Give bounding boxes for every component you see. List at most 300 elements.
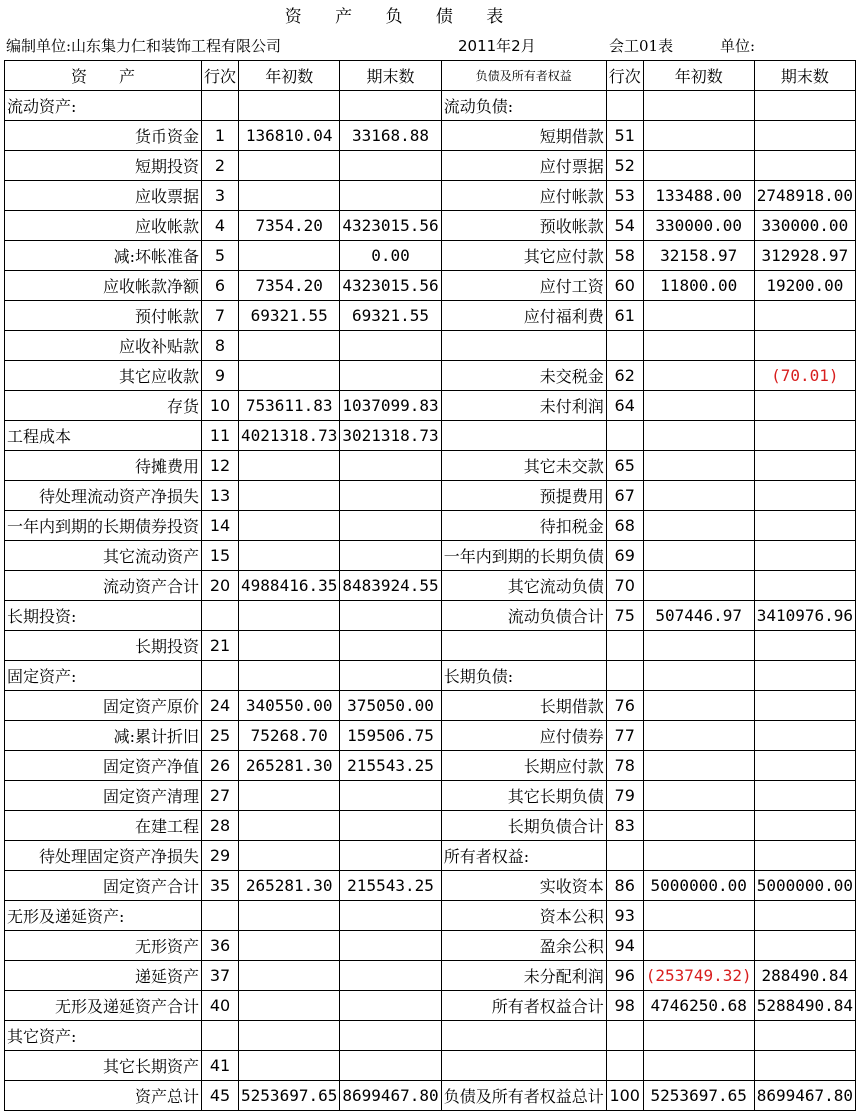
liability-end-cell: 330000.00 bbox=[754, 211, 855, 241]
liability-end-cell bbox=[754, 331, 855, 361]
asset-name-cell: 待处理流动资产净损失 bbox=[5, 481, 202, 511]
liability-end-cell bbox=[754, 931, 855, 961]
liability-begin-cell bbox=[643, 91, 754, 121]
asset-line-no-cell: 24 bbox=[202, 691, 239, 721]
liability-begin-cell bbox=[643, 511, 754, 541]
liability-end-cell bbox=[754, 811, 855, 841]
asset-name-cell: 固定资产: bbox=[5, 661, 202, 691]
asset-line-no-cell: 36 bbox=[202, 931, 239, 961]
table-row bbox=[5, 271, 856, 301]
header-liabilities-equity: 负债及所有者权益 bbox=[441, 61, 606, 91]
asset-end-cell: 33168.88 bbox=[340, 121, 441, 151]
liability-line-no-cell bbox=[606, 841, 643, 871]
liability-begin-cell bbox=[643, 751, 754, 781]
asset-line-no-cell: 20 bbox=[202, 571, 239, 601]
liability-end-cell bbox=[754, 781, 855, 811]
liability-name-cell: 预收帐款 bbox=[441, 211, 606, 241]
liability-name-cell bbox=[441, 421, 606, 451]
asset-line-no-cell: 21 bbox=[202, 631, 239, 661]
asset-begin-cell: 75268.70 bbox=[239, 721, 340, 751]
asset-begin-cell: 265281.30 bbox=[239, 871, 340, 901]
liability-name-cell: 长期负债: bbox=[441, 661, 606, 691]
liability-name-cell: 流动负债合计 bbox=[441, 601, 606, 631]
asset-end-cell bbox=[340, 511, 441, 541]
liability-end-cell bbox=[754, 751, 855, 781]
liability-name-cell: 应付债券 bbox=[441, 721, 606, 751]
liability-name-cell: 负债及所有者权益总计 bbox=[441, 1081, 606, 1111]
header-row bbox=[5, 61, 856, 91]
asset-name-cell: 资产总计 bbox=[5, 1081, 202, 1111]
company-name: 编制单位:山东集力仁和装饰工程有限公司 bbox=[6, 37, 282, 55]
asset-line-no-cell: 26 bbox=[202, 751, 239, 781]
liability-end-cell bbox=[754, 1051, 855, 1081]
asset-begin-cell: 4988416.35 bbox=[239, 571, 340, 601]
header-line-asset: 行次 bbox=[202, 61, 239, 91]
asset-end-cell: 215543.25 bbox=[340, 871, 441, 901]
asset-name-cell: 长期投资 bbox=[5, 631, 202, 661]
liability-begin-cell: 507446.97 bbox=[643, 601, 754, 631]
liability-begin-cell bbox=[643, 481, 754, 511]
liability-end-cell: 5288490.84 bbox=[754, 991, 855, 1021]
liability-name-cell: 应付票据 bbox=[441, 151, 606, 181]
liability-line-no-cell: 60 bbox=[606, 271, 643, 301]
asset-begin-cell bbox=[239, 931, 340, 961]
asset-end-cell bbox=[340, 1051, 441, 1081]
asset-line-no-cell: 6 bbox=[202, 271, 239, 301]
balance-sheet-table bbox=[4, 60, 856, 1111]
asset-begin-cell bbox=[239, 601, 340, 631]
liability-end-cell bbox=[754, 571, 855, 601]
asset-name-cell: 减:累计折旧 bbox=[5, 721, 202, 751]
asset-end-cell bbox=[340, 541, 441, 571]
asset-begin-cell: 340550.00 bbox=[239, 691, 340, 721]
report-title: 资 产 负 债 表 bbox=[284, 7, 518, 27]
asset-line-no-cell: 11 bbox=[202, 421, 239, 451]
asset-begin-cell bbox=[239, 361, 340, 391]
asset-end-cell bbox=[340, 601, 441, 631]
liability-line-no-cell: 67 bbox=[606, 481, 643, 511]
liability-begin-cell: 5000000.00 bbox=[643, 871, 754, 901]
liability-line-no-cell: 100 bbox=[606, 1081, 643, 1111]
asset-begin-cell: 7354.20 bbox=[239, 271, 340, 301]
asset-line-no-cell: 28 bbox=[202, 811, 239, 841]
liability-line-no-cell: 96 bbox=[606, 961, 643, 991]
header-asset: 资 产 bbox=[5, 61, 202, 91]
asset-line-no-cell: 14 bbox=[202, 511, 239, 541]
asset-begin-cell bbox=[239, 841, 340, 871]
asset-begin-cell bbox=[239, 781, 340, 811]
asset-begin-cell: 136810.04 bbox=[239, 121, 340, 151]
asset-begin-cell bbox=[239, 511, 340, 541]
liability-end-cell bbox=[754, 391, 855, 421]
asset-end-cell: 1037099.83 bbox=[340, 391, 441, 421]
liability-end-cell: 2748918.00 bbox=[754, 181, 855, 211]
asset-line-no-cell: 10 bbox=[202, 391, 239, 421]
asset-line-no-cell: 3 bbox=[202, 181, 239, 211]
asset-name-cell: 工程成本 bbox=[5, 421, 202, 451]
asset-name-cell: 无形及递延资产: bbox=[5, 901, 202, 931]
asset-line-no-cell: 5 bbox=[202, 241, 239, 271]
liability-begin-cell bbox=[643, 691, 754, 721]
asset-name-cell: 一年内到期的长期债券投资 bbox=[5, 511, 202, 541]
table-row bbox=[5, 331, 856, 361]
asset-name-cell: 其它应收款 bbox=[5, 361, 202, 391]
liability-end-cell: 288490.84 bbox=[754, 961, 855, 991]
liability-begin-cell bbox=[643, 811, 754, 841]
asset-line-no-cell: 7 bbox=[202, 301, 239, 331]
asset-name-cell: 其它流动资产 bbox=[5, 541, 202, 571]
liability-line-no-cell: 79 bbox=[606, 781, 643, 811]
asset-line-no-cell: 41 bbox=[202, 1051, 239, 1081]
liability-begin-cell bbox=[643, 571, 754, 601]
table-row bbox=[5, 1021, 856, 1051]
asset-line-no-cell: 2 bbox=[202, 151, 239, 181]
liability-end-cell bbox=[754, 901, 855, 931]
asset-end-cell bbox=[340, 361, 441, 391]
liability-begin-cell: 5253697.65 bbox=[643, 1081, 754, 1111]
liability-begin-cell bbox=[643, 421, 754, 451]
table-row bbox=[5, 961, 856, 991]
liability-name-cell: 预提费用 bbox=[441, 481, 606, 511]
liability-name-cell: 长期负债合计 bbox=[441, 811, 606, 841]
table-row bbox=[5, 241, 856, 271]
asset-name-cell: 预付帐款 bbox=[5, 301, 202, 331]
asset-begin-cell bbox=[239, 631, 340, 661]
table-row bbox=[5, 1081, 856, 1111]
table-row bbox=[5, 211, 856, 241]
asset-end-cell: 8483924.55 bbox=[340, 571, 441, 601]
asset-name-cell: 其它长期资产 bbox=[5, 1051, 202, 1081]
header-end-asset: 期末数 bbox=[340, 61, 441, 91]
asset-line-no-cell: 40 bbox=[202, 991, 239, 1021]
asset-end-cell bbox=[340, 631, 441, 661]
asset-end-cell: 159506.75 bbox=[340, 721, 441, 751]
liability-name-cell: 未付利润 bbox=[441, 391, 606, 421]
asset-end-cell bbox=[340, 811, 441, 841]
asset-begin-cell bbox=[239, 991, 340, 1021]
liability-name-cell: 其它流动负债 bbox=[441, 571, 606, 601]
liability-end-cell: 8699467.80 bbox=[754, 1081, 855, 1111]
liability-line-no-cell: 68 bbox=[606, 511, 643, 541]
header-begin-asset: 年初数 bbox=[239, 61, 340, 91]
liability-name-cell: 未分配利润 bbox=[441, 961, 606, 991]
liability-line-no-cell: 53 bbox=[606, 181, 643, 211]
liability-begin-cell bbox=[643, 931, 754, 961]
asset-begin-cell bbox=[239, 451, 340, 481]
asset-name-cell: 流动资产: bbox=[5, 91, 202, 121]
liability-begin-cell bbox=[643, 1021, 754, 1051]
liability-name-cell bbox=[441, 1051, 606, 1081]
liability-line-no-cell: 54 bbox=[606, 211, 643, 241]
liability-line-no-cell: 77 bbox=[606, 721, 643, 751]
asset-end-cell bbox=[340, 781, 441, 811]
asset-end-cell bbox=[340, 151, 441, 181]
asset-end-cell bbox=[340, 991, 441, 1021]
liability-end-cell bbox=[754, 91, 855, 121]
liability-name-cell: 长期应付款 bbox=[441, 751, 606, 781]
liability-name-cell: 所有者权益: bbox=[441, 841, 606, 871]
liability-begin-cell bbox=[643, 451, 754, 481]
table-row bbox=[5, 421, 856, 451]
table-row bbox=[5, 481, 856, 511]
liability-line-no-cell: 76 bbox=[606, 691, 643, 721]
liability-begin-cell bbox=[643, 841, 754, 871]
liability-end-cell bbox=[754, 511, 855, 541]
table-row bbox=[5, 301, 856, 331]
liability-line-no-cell: 75 bbox=[606, 601, 643, 631]
asset-end-cell bbox=[340, 1021, 441, 1051]
liability-name-cell: 应付工资 bbox=[441, 271, 606, 301]
table-row bbox=[5, 871, 856, 901]
asset-begin-cell bbox=[239, 661, 340, 691]
asset-line-no-cell: 29 bbox=[202, 841, 239, 871]
table-row bbox=[5, 751, 856, 781]
asset-line-no-cell bbox=[202, 901, 239, 931]
liability-begin-cell: (253749.32) bbox=[643, 961, 754, 991]
table-row bbox=[5, 631, 856, 661]
report-period: 2011年2月 bbox=[458, 37, 536, 55]
asset-name-cell: 长期投资: bbox=[5, 601, 202, 631]
table-row bbox=[5, 991, 856, 1021]
table-row bbox=[5, 1051, 856, 1081]
liability-begin-cell bbox=[643, 781, 754, 811]
asset-end-cell bbox=[340, 841, 441, 871]
liability-begin-cell bbox=[643, 361, 754, 391]
liability-end-cell bbox=[754, 481, 855, 511]
liability-line-no-cell bbox=[606, 91, 643, 121]
asset-begin-cell bbox=[239, 961, 340, 991]
liability-line-no-cell bbox=[606, 421, 643, 451]
currency-unit: 单位: bbox=[720, 37, 756, 55]
asset-line-no-cell: 45 bbox=[202, 1081, 239, 1111]
liability-name-cell: 资本公积 bbox=[441, 901, 606, 931]
asset-name-cell: 流动资产合计 bbox=[5, 571, 202, 601]
asset-line-no-cell: 12 bbox=[202, 451, 239, 481]
asset-begin-cell bbox=[239, 241, 340, 271]
table-row bbox=[5, 811, 856, 841]
asset-line-no-cell: 9 bbox=[202, 361, 239, 391]
liability-name-cell: 盈余公积 bbox=[441, 931, 606, 961]
asset-line-no-cell: 4 bbox=[202, 211, 239, 241]
liability-line-no-cell bbox=[606, 1021, 643, 1051]
liability-begin-cell bbox=[643, 721, 754, 751]
liability-end-cell bbox=[754, 121, 855, 151]
asset-begin-cell: 753611.83 bbox=[239, 391, 340, 421]
asset-name-cell: 应收帐款 bbox=[5, 211, 202, 241]
asset-line-no-cell: 27 bbox=[202, 781, 239, 811]
asset-end-cell: 3021318.73 bbox=[340, 421, 441, 451]
table-row bbox=[5, 601, 856, 631]
asset-begin-cell bbox=[239, 811, 340, 841]
liability-begin-cell bbox=[643, 301, 754, 331]
liability-begin-cell bbox=[643, 541, 754, 571]
liability-line-no-cell: 86 bbox=[606, 871, 643, 901]
table-row bbox=[5, 151, 856, 181]
liability-begin-cell bbox=[643, 1051, 754, 1081]
asset-begin-cell bbox=[239, 1051, 340, 1081]
liability-line-no-cell: 83 bbox=[606, 811, 643, 841]
liability-end-cell: 312928.97 bbox=[754, 241, 855, 271]
asset-begin-cell: 265281.30 bbox=[239, 751, 340, 781]
liability-end-cell: (70.01) bbox=[754, 361, 855, 391]
liability-begin-cell: 133488.00 bbox=[643, 181, 754, 211]
asset-line-no-cell bbox=[202, 661, 239, 691]
liability-line-no-cell bbox=[606, 331, 643, 361]
liability-end-cell: 19200.00 bbox=[754, 271, 855, 301]
liability-name-cell: 一年内到期的长期负债 bbox=[441, 541, 606, 571]
asset-begin-cell bbox=[239, 151, 340, 181]
liability-end-cell bbox=[754, 541, 855, 571]
asset-name-cell: 短期投资 bbox=[5, 151, 202, 181]
asset-name-cell: 固定资产清理 bbox=[5, 781, 202, 811]
asset-name-cell: 固定资产原价 bbox=[5, 691, 202, 721]
asset-line-no-cell bbox=[202, 601, 239, 631]
asset-name-cell: 应收补贴款 bbox=[5, 331, 202, 361]
asset-end-cell bbox=[340, 901, 441, 931]
liability-line-no-cell: 52 bbox=[606, 151, 643, 181]
table-row bbox=[5, 121, 856, 151]
liability-name-cell: 其它应付款 bbox=[441, 241, 606, 271]
liability-begin-cell: 11800.00 bbox=[643, 271, 754, 301]
liability-line-no-cell: 61 bbox=[606, 301, 643, 331]
liability-name-cell: 其它长期负债 bbox=[441, 781, 606, 811]
asset-line-no-cell: 15 bbox=[202, 541, 239, 571]
liability-end-cell bbox=[754, 691, 855, 721]
liability-line-no-cell: 51 bbox=[606, 121, 643, 151]
liability-end-cell bbox=[754, 1021, 855, 1051]
asset-name-cell: 固定资产净值 bbox=[5, 751, 202, 781]
asset-name-cell: 待处理固定资产净损失 bbox=[5, 841, 202, 871]
liability-begin-cell bbox=[643, 661, 754, 691]
liability-line-no-cell bbox=[606, 631, 643, 661]
asset-end-cell bbox=[340, 331, 441, 361]
asset-begin-cell bbox=[239, 331, 340, 361]
liability-line-no-cell: 93 bbox=[606, 901, 643, 931]
liability-end-cell bbox=[754, 721, 855, 751]
asset-begin-cell bbox=[239, 481, 340, 511]
asset-begin-cell bbox=[239, 1021, 340, 1051]
liability-begin-cell bbox=[643, 151, 754, 181]
asset-begin-cell bbox=[239, 91, 340, 121]
asset-name-cell: 减:坏帐准备 bbox=[5, 241, 202, 271]
form-number: 会工01表 bbox=[609, 37, 674, 55]
table-row bbox=[5, 451, 856, 481]
asset-begin-cell bbox=[239, 901, 340, 931]
asset-end-cell: 375050.00 bbox=[340, 691, 441, 721]
liability-line-no-cell: 94 bbox=[606, 931, 643, 961]
asset-name-cell: 应收帐款净额 bbox=[5, 271, 202, 301]
asset-line-no-cell bbox=[202, 1021, 239, 1051]
liability-name-cell: 其它未交款 bbox=[441, 451, 606, 481]
asset-begin-cell: 69321.55 bbox=[239, 301, 340, 331]
liability-name-cell: 实收资本 bbox=[441, 871, 606, 901]
liability-line-no-cell: 70 bbox=[606, 571, 643, 601]
asset-name-cell: 无形资产 bbox=[5, 931, 202, 961]
asset-end-cell: 4323015.56 bbox=[340, 211, 441, 241]
asset-end-cell bbox=[340, 451, 441, 481]
liability-begin-cell bbox=[643, 391, 754, 421]
table-row bbox=[5, 391, 856, 421]
asset-end-cell bbox=[340, 931, 441, 961]
liability-line-no-cell: 65 bbox=[606, 451, 643, 481]
liability-name-cell: 长期借款 bbox=[441, 691, 606, 721]
table-row bbox=[5, 571, 856, 601]
asset-line-no-cell bbox=[202, 91, 239, 121]
liability-end-cell bbox=[754, 841, 855, 871]
table-row bbox=[5, 181, 856, 211]
header-end-liability: 期末数 bbox=[754, 61, 855, 91]
asset-line-no-cell: 13 bbox=[202, 481, 239, 511]
liability-end-cell bbox=[754, 631, 855, 661]
liability-end-cell: 3410976.96 bbox=[754, 601, 855, 631]
liability-begin-cell: 32158.97 bbox=[643, 241, 754, 271]
liability-name-cell bbox=[441, 631, 606, 661]
liability-line-no-cell: 78 bbox=[606, 751, 643, 781]
table-row bbox=[5, 361, 856, 391]
asset-end-cell bbox=[340, 91, 441, 121]
table-row bbox=[5, 781, 856, 811]
header-begin-liability: 年初数 bbox=[643, 61, 754, 91]
asset-line-no-cell: 8 bbox=[202, 331, 239, 361]
liability-name-cell bbox=[441, 331, 606, 361]
liability-end-cell bbox=[754, 151, 855, 181]
asset-line-no-cell: 35 bbox=[202, 871, 239, 901]
liability-line-no-cell: 64 bbox=[606, 391, 643, 421]
liability-line-no-cell bbox=[606, 661, 643, 691]
asset-begin-cell bbox=[239, 181, 340, 211]
asset-end-cell: 8699467.80 bbox=[340, 1081, 441, 1111]
asset-begin-cell: 7354.20 bbox=[239, 211, 340, 241]
liability-line-no-cell: 58 bbox=[606, 241, 643, 271]
asset-end-cell bbox=[340, 661, 441, 691]
table-row bbox=[5, 511, 856, 541]
liability-end-cell bbox=[754, 451, 855, 481]
asset-end-cell: 0.00 bbox=[340, 241, 441, 271]
liability-name-cell: 所有者权益合计 bbox=[441, 991, 606, 1021]
asset-begin-cell: 5253697.65 bbox=[239, 1081, 340, 1111]
asset-end-cell bbox=[340, 481, 441, 511]
liability-name-cell: 流动负债: bbox=[441, 91, 606, 121]
liability-name-cell: 未交税金 bbox=[441, 361, 606, 391]
asset-begin-cell: 4021318.73 bbox=[239, 421, 340, 451]
table-row bbox=[5, 691, 856, 721]
asset-name-cell: 递延资产 bbox=[5, 961, 202, 991]
asset-end-cell: 4323015.56 bbox=[340, 271, 441, 301]
liability-line-no-cell: 98 bbox=[606, 991, 643, 1021]
asset-name-cell: 货币资金 bbox=[5, 121, 202, 151]
liability-begin-cell bbox=[643, 121, 754, 151]
header-line-liability: 行次 bbox=[606, 61, 643, 91]
asset-name-cell: 其它资产: bbox=[5, 1021, 202, 1051]
asset-line-no-cell: 37 bbox=[202, 961, 239, 991]
table-row bbox=[5, 721, 856, 751]
liability-name-cell: 待扣税金 bbox=[441, 511, 606, 541]
asset-line-no-cell: 1 bbox=[202, 121, 239, 151]
table-row bbox=[5, 841, 856, 871]
asset-end-cell: 69321.55 bbox=[340, 301, 441, 331]
asset-end-cell bbox=[340, 961, 441, 991]
asset-line-no-cell: 25 bbox=[202, 721, 239, 751]
table-row bbox=[5, 901, 856, 931]
liability-begin-cell bbox=[643, 901, 754, 931]
asset-end-cell bbox=[340, 181, 441, 211]
asset-name-cell: 应收票据 bbox=[5, 181, 202, 211]
table-row bbox=[5, 661, 856, 691]
liability-begin-cell bbox=[643, 631, 754, 661]
liability-begin-cell: 4746250.68 bbox=[643, 991, 754, 1021]
asset-name-cell: 固定资产合计 bbox=[5, 871, 202, 901]
liability-begin-cell: 330000.00 bbox=[643, 211, 754, 241]
